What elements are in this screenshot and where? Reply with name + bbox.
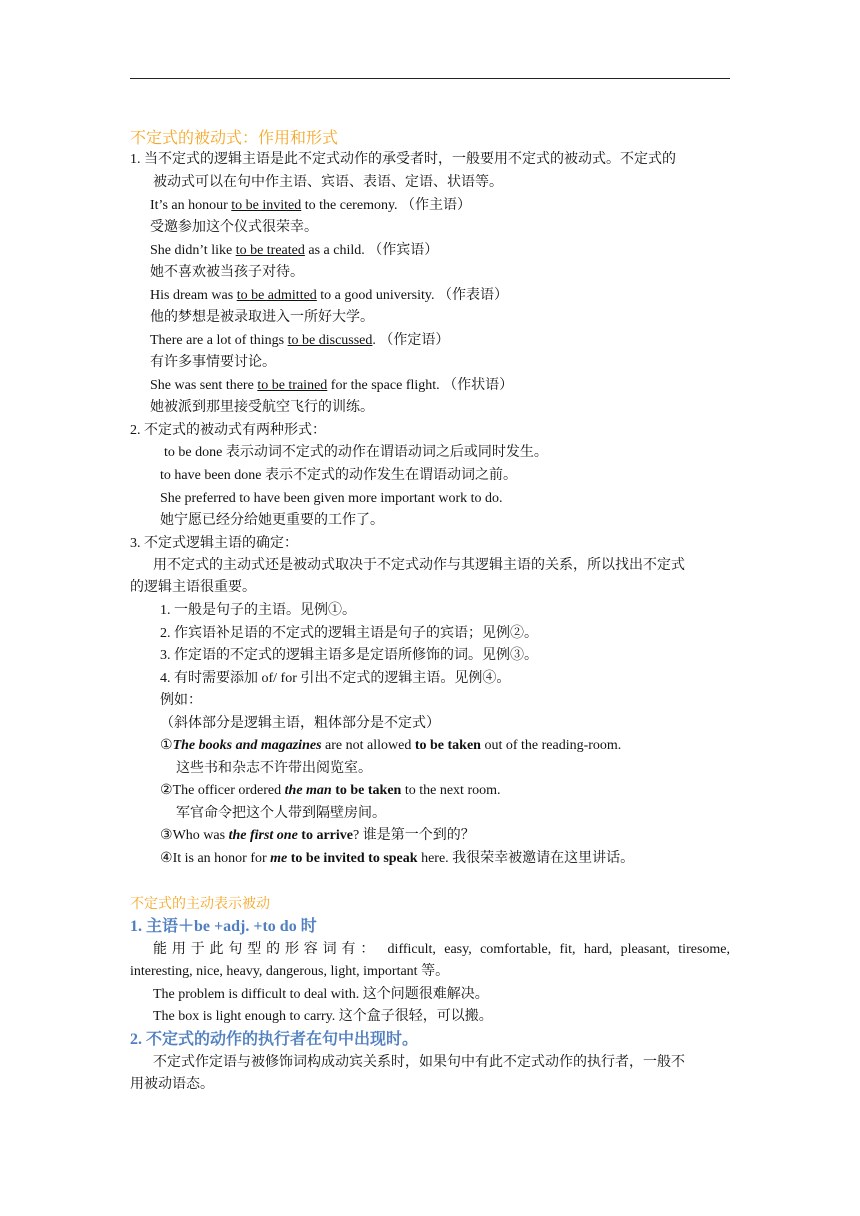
example-cn: 这些书和杂志不许带出阅览室。 bbox=[176, 761, 372, 776]
example-en: She was sent there to be trained for the space flight. （作状语） bbox=[150, 378, 514, 393]
example-cn: 有许多事情要讨论。 bbox=[150, 355, 276, 370]
case-example: ②The officer ordered the man to be taken to the next room. bbox=[160, 783, 501, 798]
point-3-line-a: 用不定式的主动式还是被动式取决于不定式动作与其逻辑主语的关系，所以找出不定式 bbox=[153, 558, 685, 573]
rule-item: 1. 一般是句子的主语。见例①。 bbox=[160, 603, 356, 618]
case-example: ③Who was the first one to arrive? 谁是第一个到的？ bbox=[160, 828, 475, 843]
point-2: 2. 不定式的被动式有两种形式： bbox=[130, 423, 326, 438]
example-label: 例如： bbox=[160, 693, 202, 708]
point-1-line-b: 被动式可以在句中作主语、宾语、表语、定语、状语等。 bbox=[153, 175, 503, 190]
rule-item: 3. 作定语的不定式的逻辑主语多是定语所修饰的词。见例③。 bbox=[160, 648, 538, 663]
section-title: 不定式的被动式：作用和形式 bbox=[130, 128, 339, 147]
example-sentence: The box is light enough to carry. 这个盒子很轻，可以搬。 bbox=[153, 1009, 493, 1024]
case-example: ④It is an honor for me to be invited to speak here. 我很荣幸被邀请在这里讲话。 bbox=[160, 851, 635, 866]
point-3-line-b: 的逻辑主语很重要。 bbox=[130, 580, 256, 595]
form-line: to have been done 表示不定式的动作发生在谓语动词之前。 bbox=[160, 468, 517, 483]
example-cn: 他的梦想是被录取进入一所好大学。 bbox=[150, 310, 374, 325]
example-en: His dream was to be admitted to a good university. （作表语） bbox=[150, 288, 508, 303]
example-cn: 她被派到那里接受航空飞行的训练。 bbox=[150, 400, 374, 415]
form-line: to be done 表示动词不定式的动作在谓语动词之后或同时发生。 bbox=[164, 445, 548, 460]
header-rule bbox=[130, 78, 730, 79]
legend-note: （斜体部分是逻辑主语，粗体部分是不定式） bbox=[160, 716, 440, 731]
example-en: It’s an honour to be invited to the ceremony. （作主语） bbox=[150, 198, 472, 213]
example-en: She preferred to have been given more important work to do. bbox=[160, 491, 503, 506]
example-en: There are a lot of things to be discussed. （作定语） bbox=[150, 333, 450, 348]
example-cn: 她不喜欢被当孩子对待。 bbox=[150, 265, 304, 280]
section-title: 不定式的主动表示被动 bbox=[130, 896, 270, 912]
paragraph-line: 能用于此句型的形容词有： difficult, easy, comfortable, fit, hard, pleasant, tiresome, bbox=[153, 942, 730, 957]
example-sentence: The problem is difficult to deal with. 这个问题很难解决。 bbox=[153, 987, 489, 1002]
paragraph-line: 用被动语态。 bbox=[130, 1077, 214, 1092]
subheading: 2. 不定式的动作的执行者在句中出现时。 bbox=[130, 1031, 419, 1048]
case-example: ①The books and magazines are not allowed to be taken out of the reading-room. bbox=[160, 738, 622, 753]
paragraph-line: interesting, nice, heavy, dangerous, light, important 等。 bbox=[130, 964, 450, 979]
example-cn: 受邀参加这个仪式很荣幸。 bbox=[150, 220, 318, 235]
example-en: She didn’t like to be treated as a child. （作宾语） bbox=[150, 243, 439, 258]
subheading: 1. 主语＋be +adj. +to do 时 bbox=[130, 918, 317, 935]
example-cn: 她宁愿已经分给她更重要的工作了。 bbox=[160, 513, 384, 528]
point-3: 3. 不定式逻辑主语的确定： bbox=[130, 536, 298, 551]
rule-item: 2. 作宾语补足语的不定式的逻辑主语是句子的宾语；见例②。 bbox=[160, 626, 538, 641]
rule-item: 4. 有时需要添加 of/ for 引出不定式的逻辑主语。见例④。 bbox=[160, 671, 511, 686]
example-cn: 军官命令把这个人带到隔壁房间。 bbox=[176, 806, 386, 821]
paragraph-line: 不定式作定语与被修饰词构成动宾关系时，如果句中有此不定式动作的执行者，一般不 bbox=[153, 1055, 685, 1070]
point-1-line-a: 1. 当不定式的逻辑主语是此不定式动作的承受者时，一般要用不定式的被动式。不定式的 bbox=[130, 152, 676, 167]
